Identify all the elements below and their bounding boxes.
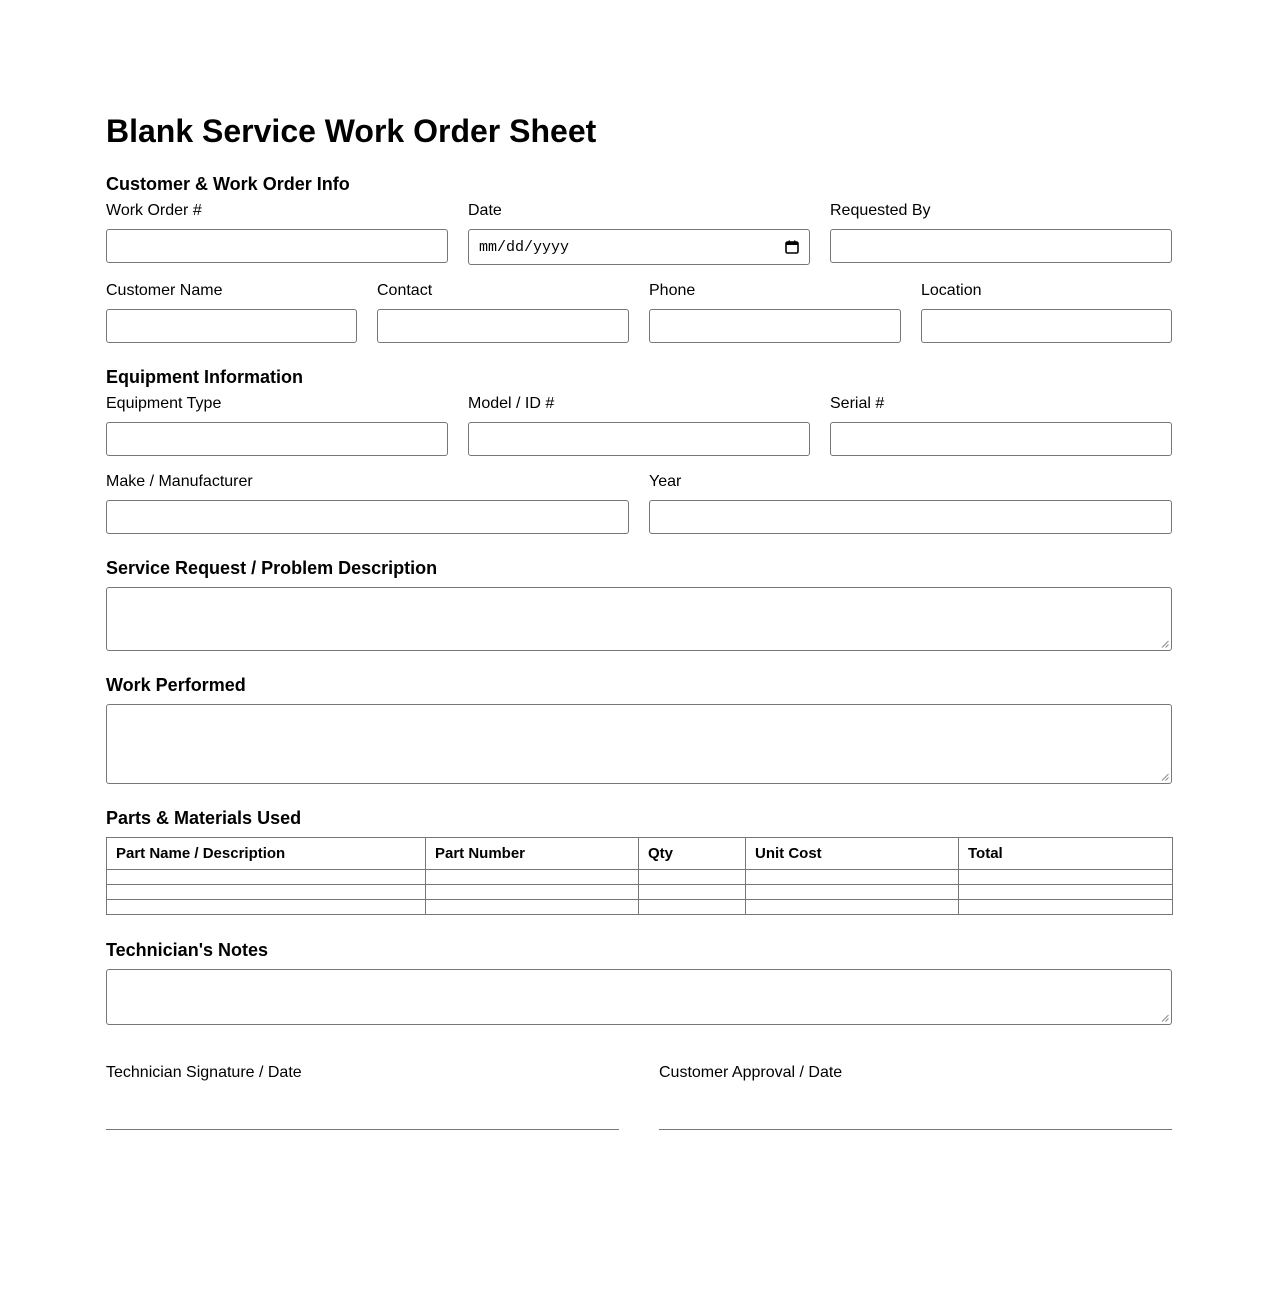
parts-table-header-row xyxy=(107,838,1173,870)
work-order-input[interactable] xyxy=(106,229,448,263)
section-heading-customer: Customer & Work Order Info xyxy=(106,174,350,194)
calendar-icon[interactable] xyxy=(785,240,799,254)
section-heading-technician-notes: Technician's Notes xyxy=(106,940,268,960)
date-input[interactable] xyxy=(468,229,810,265)
year-input[interactable] xyxy=(649,500,1172,534)
requested-by-input[interactable] xyxy=(830,229,1172,263)
column-header-unit-cost: Unit Cost xyxy=(746,838,959,870)
section-heading-parts: Parts & Materials Used xyxy=(106,808,302,828)
table-cell[interactable] xyxy=(426,885,639,900)
model-id-label: Model / ID # xyxy=(468,395,555,412)
section-heading-service-request: Service Request / Problem Description xyxy=(106,558,438,578)
resize-grip-icon[interactable] xyxy=(1161,640,1169,648)
table-row xyxy=(107,900,1173,915)
requested-by-label: Requested By xyxy=(830,202,931,219)
customer-name-label: Customer Name xyxy=(106,282,223,299)
table-cell[interactable] xyxy=(959,885,1173,900)
page-title: Blank Service Work Order Sheet xyxy=(106,113,597,149)
make-manufacturer-label: Make / Manufacturer xyxy=(106,473,253,490)
phone-label: Phone xyxy=(649,282,696,299)
column-header-qty: Qty xyxy=(639,838,746,870)
table-cell[interactable] xyxy=(107,885,426,900)
table-cell[interactable] xyxy=(639,870,746,885)
phone-input[interactable] xyxy=(649,309,901,343)
serial-label: Serial # xyxy=(830,395,885,412)
table-cell[interactable] xyxy=(426,900,639,915)
technician-signature-label: Technician Signature / Date xyxy=(106,1064,302,1081)
parts-table xyxy=(106,837,1173,915)
column-header-part-name: Part Name / Description xyxy=(107,838,426,870)
section-heading-equipment: Equipment Information xyxy=(106,367,303,387)
resize-grip-icon[interactable] xyxy=(1161,1014,1169,1022)
table-cell[interactable] xyxy=(107,870,426,885)
table-cell[interactable] xyxy=(639,885,746,900)
table-cell[interactable] xyxy=(107,900,426,915)
resize-grip-icon[interactable] xyxy=(1161,773,1169,781)
date-label: Date xyxy=(468,202,502,219)
table-row xyxy=(107,870,1173,885)
section-heading-work-performed: Work Performed xyxy=(106,675,246,695)
table-cell[interactable] xyxy=(746,885,959,900)
serial-input[interactable] xyxy=(830,422,1172,456)
make-manufacturer-input[interactable] xyxy=(106,500,629,534)
contact-input[interactable] xyxy=(377,309,629,343)
contact-label: Contact xyxy=(377,282,433,299)
customer-approval-line[interactable] xyxy=(659,1129,1172,1130)
table-cell[interactable] xyxy=(959,870,1173,885)
location-label: Location xyxy=(921,282,982,299)
table-cell[interactable] xyxy=(746,900,959,915)
technician-signature-line[interactable] xyxy=(106,1129,619,1130)
column-header-total: Total xyxy=(959,838,1173,870)
table-cell[interactable] xyxy=(746,870,959,885)
equipment-type-input[interactable] xyxy=(106,422,448,456)
table-cell[interactable] xyxy=(639,900,746,915)
work-order-label: Work Order # xyxy=(106,202,202,219)
location-input[interactable] xyxy=(921,309,1172,343)
service-request-textarea[interactable] xyxy=(106,587,1172,651)
column-header-part-number: Part Number xyxy=(426,838,639,870)
customer-approval-label: Customer Approval / Date xyxy=(659,1064,843,1081)
work-performed-textarea[interactable] xyxy=(106,704,1172,784)
year-label: Year xyxy=(649,473,682,490)
table-cell[interactable] xyxy=(426,870,639,885)
date-placeholder: mm/dd/yyyy xyxy=(479,238,570,256)
customer-name-input[interactable] xyxy=(106,309,357,343)
model-id-input[interactable] xyxy=(468,422,810,456)
equipment-type-label: Equipment Type xyxy=(106,395,222,412)
table-cell[interactable] xyxy=(959,900,1173,915)
technician-notes-textarea[interactable] xyxy=(106,969,1172,1025)
table-row xyxy=(107,885,1173,900)
